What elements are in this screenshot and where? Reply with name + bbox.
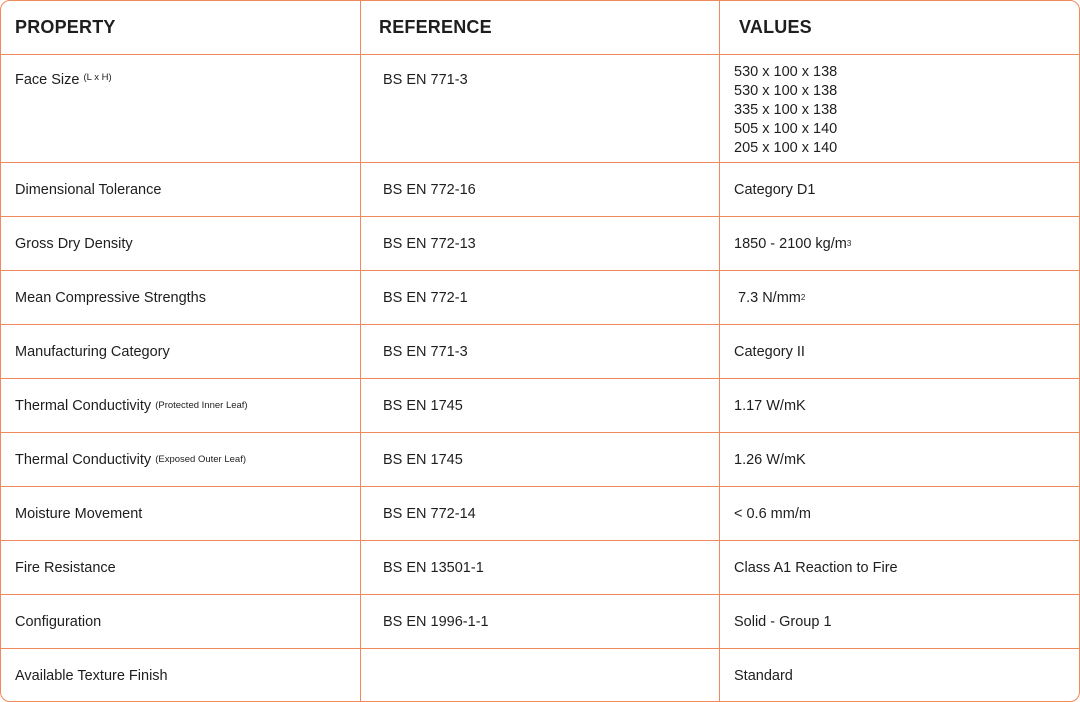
reference-cell: BS EN 13501-1 xyxy=(383,559,484,576)
property-note: (L x H) xyxy=(83,72,112,83)
value-text: Standard xyxy=(734,667,793,684)
reference-cell: BS EN 1745 xyxy=(383,397,463,414)
property-cell xyxy=(15,541,355,594)
property-cell xyxy=(15,649,355,702)
values-cell xyxy=(734,325,1074,378)
table-row xyxy=(1,216,1079,270)
property-cell xyxy=(15,217,355,270)
values-cell xyxy=(734,595,1074,648)
reference-cell: BS EN 772-13 xyxy=(383,235,476,252)
table-row xyxy=(1,432,1079,486)
values-cell xyxy=(734,541,1074,594)
table-header xyxy=(1,1,1079,54)
property-name: Available Texture Finish xyxy=(15,667,168,684)
header-values: VALUES xyxy=(739,17,812,37)
property-name: Gross Dry Density xyxy=(15,235,133,252)
value-text: Solid - Group 1 xyxy=(734,613,832,630)
reference-cell: BS EN 772-16 xyxy=(383,181,476,198)
property-name: Thermal Conductivity xyxy=(15,451,152,468)
header-property: PROPERTY xyxy=(15,17,116,37)
values-cell xyxy=(734,163,1074,216)
value-text: Category II xyxy=(734,343,805,360)
property-note: (Exposed Outer Leaf) xyxy=(155,454,247,465)
value-text: 1.17 W/mK xyxy=(734,397,806,414)
reference-cell: BS EN 771-3 xyxy=(383,343,468,360)
property-name: Fire Resistance xyxy=(15,559,116,576)
table-row xyxy=(1,162,1079,216)
property-cell xyxy=(15,433,355,486)
values-cell xyxy=(734,649,1074,702)
property-cell xyxy=(15,55,355,162)
reference-cell xyxy=(383,649,713,702)
table-row xyxy=(1,594,1079,648)
property-name: Manufacturing Category xyxy=(15,343,170,360)
property-name: Configuration xyxy=(15,613,102,630)
reference-cell: BS EN 1745 xyxy=(383,451,463,468)
values-cell xyxy=(734,487,1074,540)
property-cell xyxy=(15,271,355,324)
table-row xyxy=(1,270,1079,324)
value-text: Class A1 Reaction to Fire xyxy=(734,559,898,576)
table-row xyxy=(1,54,1079,162)
property-name: Thermal Conductivity xyxy=(15,397,152,414)
reference-cell: BS EN 1996-1-1 xyxy=(383,613,489,630)
table-row xyxy=(1,486,1079,540)
property-cell xyxy=(15,487,355,540)
values-cell xyxy=(734,379,1074,432)
value-superscript: 2 xyxy=(800,293,806,302)
header-reference: REFERENCE xyxy=(379,17,492,37)
property-name: Face Size xyxy=(15,72,80,88)
property-note: (Protected Inner Leaf) xyxy=(155,400,248,411)
values-cell xyxy=(734,433,1074,486)
table-row xyxy=(1,324,1079,378)
property-cell xyxy=(15,163,355,216)
property-cell xyxy=(15,595,355,648)
table-row xyxy=(1,648,1079,702)
table-row xyxy=(1,540,1079,594)
values-cell xyxy=(734,271,1074,324)
value-text: 1.26 W/mK xyxy=(734,451,806,468)
value-text: 1850 - 2100 kg/m xyxy=(734,235,847,252)
property-name: Moisture Movement xyxy=(15,505,143,522)
reference-cell: BS EN 771-3 xyxy=(383,72,468,88)
value-text: Category D1 xyxy=(734,181,816,198)
property-name: Dimensional Tolerance xyxy=(15,181,162,198)
value-line: 505 x 100 x 140 xyxy=(734,121,838,137)
value-line: 530 x 100 x 138 xyxy=(734,64,838,80)
values-cell xyxy=(734,55,1074,162)
property-cell xyxy=(15,379,355,432)
property-name: Mean Compressive Strengths xyxy=(15,289,206,306)
value-text: 7.3 N/mm xyxy=(734,289,801,306)
value-superscript: 3 xyxy=(846,239,852,248)
value-line: 205 x 100 x 140 xyxy=(734,140,838,156)
values-cell xyxy=(734,217,1074,270)
value-line: 530 x 100 x 138 xyxy=(734,83,838,99)
value-text: < 0.6 mm/m xyxy=(734,505,811,522)
table-row xyxy=(1,378,1079,432)
property-cell xyxy=(15,325,355,378)
reference-cell: BS EN 772-14 xyxy=(383,505,476,522)
reference-cell: BS EN 772-1 xyxy=(383,289,468,306)
value-line: 335 x 100 x 138 xyxy=(734,102,838,118)
